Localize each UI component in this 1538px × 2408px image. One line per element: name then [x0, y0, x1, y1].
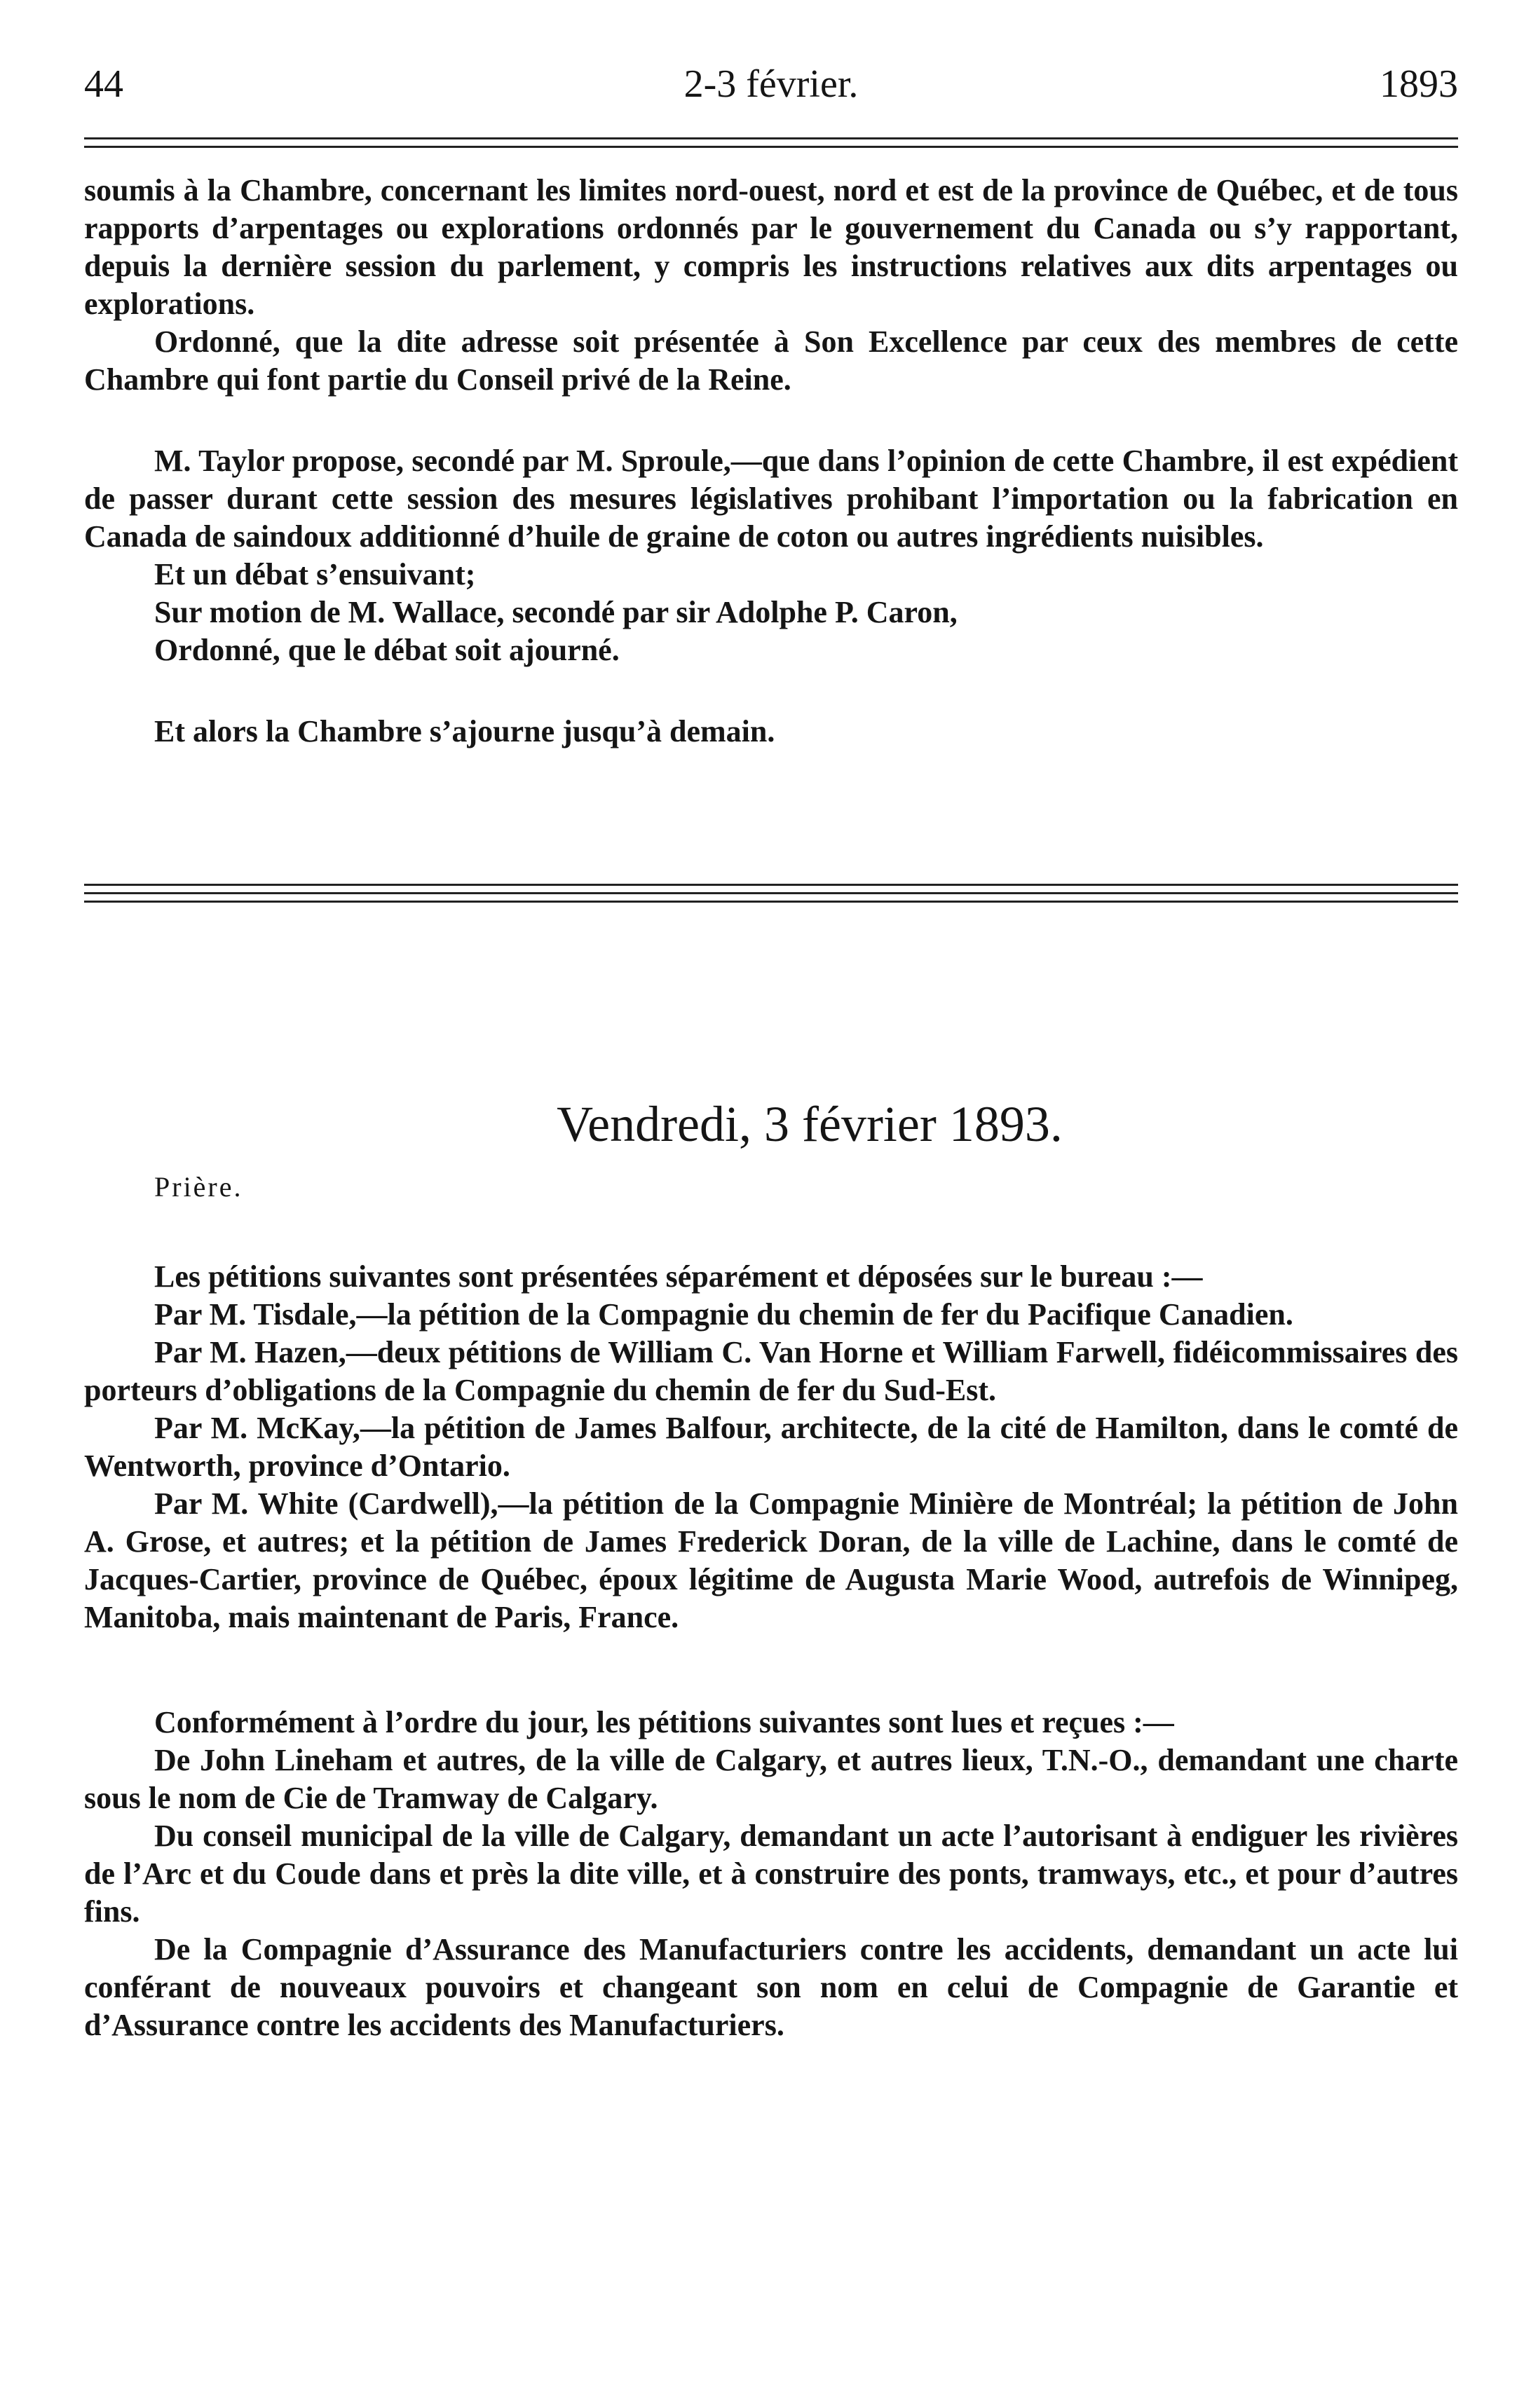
page-header [84, 62, 1458, 118]
page-number: 44 [84, 62, 123, 106]
paragraph-calgary-council-petition: Du conseil municipal de la ville de Calgary, demandant un acte l’autorisant à endiguer les rivières de l’Arc et du Coude dans et près la dite ville, et à construire des ponts, tramways, etc., et pour d’autres fins. [84, 1819, 1458, 1929]
priere-label: Prière. [154, 1171, 243, 1203]
paragraph-assurance-petition: De la Compagnie d’Assurance des Manufacturiers contre les accidents, demandant un acte lui conférant de nouveaux pouvoirs et changeant son nom en celui de Compagnie de Garantie et d’Assurance contre les accidents des Manufacturiers. [84, 1932, 1458, 2042]
paragraph-taylor-motion: M. Taylor propose, secondé par M. Sproule,—que dans l’opinion de cette Chambre, il est expédient de passer durant cette session des mesures législatives prohibant l’importation ou la fabrication en Canada de saindoux additionné d’huile de graine de coton ou autres ingrédients nuisibles. [84, 444, 1458, 554]
paragraph-hazen-petitions: Par M. Hazen,—deux pétitions de William C. Van Horne et William Farwell, fidéicommissaires des porteurs d’obligations de la Compagnie du chemin de fer du Sud-Est. [84, 1335, 1458, 1407]
paragraph-house-adjourns: Et alors la Chambre s’ajourne jusqu’à demain. [154, 714, 775, 748]
header-year: 1893 [1380, 62, 1458, 106]
document-page [84, 62, 1458, 2044]
paragraph-order-of-day: Conformément à l’ordre du jour, les pétitions suivantes sont lues et reçues :— [154, 1705, 1174, 1739]
section-divider [84, 884, 1458, 903]
section-petitions-presented [84, 1258, 1458, 1636]
paragraph-lineham-petition: De John Lineham et autres, de la ville de Calgary, et autres lieux, T.N.-O., demandant une charte sous le nom de Cie de Tramway de Calgary. [84, 1743, 1458, 1815]
section-petitions-read [84, 1704, 1458, 2044]
paragraph-address-continuation: soumis à la Chambre, concernant les limites nord-ouest, nord et est de la province de Québec, et de tous rapports d’arpentages ou explorations ordonnés par le gouvernement du Canada ou s’y rapportant, depuis la dernière session du parlement, y compris les instructions relatives aux dits arpentages ou explorations. [84, 173, 1458, 321]
paragraph-white-petitions: Par M. White (Cardwell),—la pétition de la Compagnie Minière de Montréal; la pétition de John A. Grose, et autres; et la pétition de James Frederick Doran, de la ville de Lachine, dans le comté de Jacques-Cartier, province de Québec, époux légitime de Augusta Marie Wood, autrefois de Winnipeg, Manitoba, mais maintenant de Paris, France. [84, 1486, 1458, 1634]
paragraph-order-presentation: Ordonné, que la dite adresse soit présentée à Son Excellence par ceux des membres de cette Chambre qui font partie du Conseil privé de la Reine. [84, 324, 1458, 397]
date-heading: Vendredi, 3 février 1893. [557, 1096, 1063, 1152]
section-proceedings-feb-2 [84, 172, 1458, 751]
paragraph-debate-adjourned: Ordonné, que le débat soit ajourné. [154, 633, 620, 667]
paragraph-petitions-intro: Les pétitions suivantes sont présentées séparément et déposées sur le bureau :— [154, 1259, 1203, 1294]
header-rule [84, 137, 1458, 148]
paragraph-debate: Et un débat s’ensuivant; [154, 557, 476, 591]
running-title: 2-3 février. [683, 62, 859, 106]
paragraph-tisdale-petition: Par M. Tisdale,—la pétition de la Compagnie du chemin de fer du Pacifique Canadien. [154, 1297, 1293, 1332]
paragraph-wallace-motion: Sur motion de M. Wallace, secondé par sir Adolphe P. Caron, [154, 595, 958, 629]
paragraph-mckay-petition: Par M. McKay,—la pétition de James Balfour, architecte, de la cité de Hamilton, dans le comté de Wentworth, province d’Ontario. [84, 1411, 1458, 1483]
